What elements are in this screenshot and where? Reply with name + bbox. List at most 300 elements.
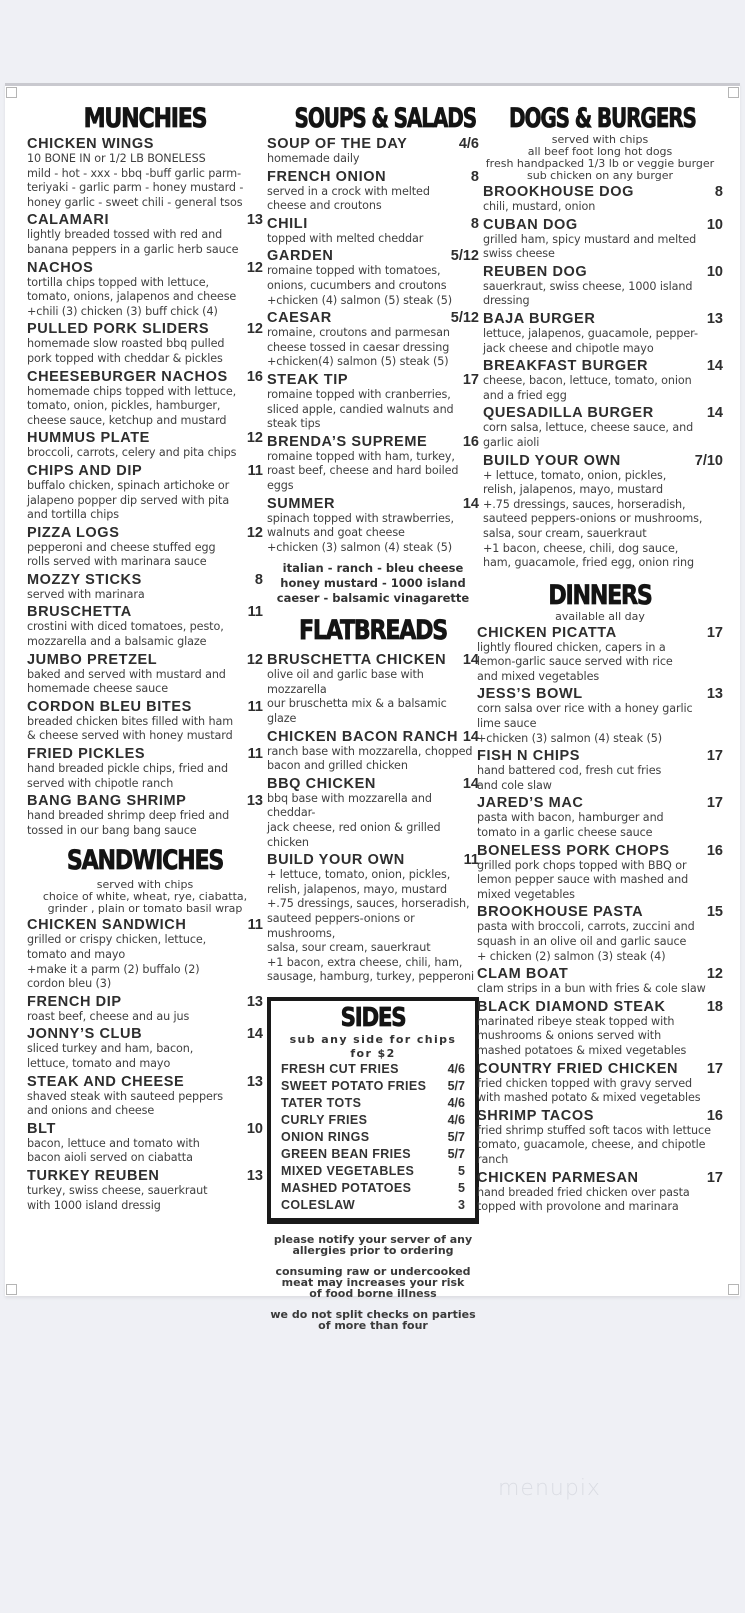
menu-item-price: 17 [706,1169,723,1186]
section-note: served with chips [551,133,649,146]
menu-item [267,729,479,774]
menu-item-description: +1 bacon, extra cheese, chili, ham, [267,955,463,969]
menu-item-description: & cheese served with honey mustard [27,729,233,743]
menu-item-name: CUBAN DOG [483,216,578,233]
side-item-name: COLESLAW [281,1197,356,1212]
side-item [281,1078,465,1095]
side-item-price: 4/6 [447,1095,465,1110]
menu-item-name: CHILI [267,215,308,232]
menu-item-description: ranch base with mozzarella, chopped [267,744,473,758]
menu-item-price: 11 [247,604,263,621]
side-item-price: 4/6 [447,1112,465,1127]
menu-item-price: 13 [246,1167,263,1184]
menu-item-description: rolls served with marinara sauce [27,555,207,569]
menu-item-description: dressing [483,294,530,308]
menu-item-name: QUESADILLA BURGER [483,405,654,422]
menu-item-name: BUILD YOUR OWN [267,852,405,869]
policy-notice-line: consuming raw or undercooked [275,1264,471,1278]
menu-item-description: +chicken (4) salmon (5) steak (5) [267,293,453,307]
menu-item-price: 13 [246,993,263,1010]
column-middle [267,104,479,1331]
menu-item-price: 12 [246,651,263,668]
side-item-name: SWEET POTATO FRIES [281,1078,427,1093]
menu-item-header [267,248,479,264]
menu-item-name: CHICKEN WINGS [27,136,155,152]
menu-item-price: 12 [246,524,263,541]
notices [267,1234,479,1331]
menu-item-description: tomato and mayo [27,948,126,961]
menu-item-description: homemade chips topped with lettuce, [27,384,237,398]
section-note: choice of white, wheat, rye, ciabatta, [42,890,248,904]
menu-item-description: marinated ribeye steak topped with [477,1014,675,1028]
menu-item-description: pasta with broccoli, carrots, zuccini and [477,920,695,934]
menu-item [267,372,479,432]
menu-item-price: 14 [462,775,479,792]
menu-item-header [477,748,723,764]
menu-item [27,699,263,744]
menu-item-description: squash in an olive oil and garlic sauce [477,935,687,948]
menu-item-description: lemon-garlic sauce served with rice [477,655,673,669]
menu-item-description: roast beef, cheese and au jus [27,1009,190,1023]
menu-item-name: CHICKEN BACON RANCH [267,728,459,745]
menu-item-price: 11 [463,852,479,869]
menu-item-description: ranch [477,1152,509,1166]
menu-item-description: fried chicken topped with gravy served [477,1076,693,1090]
menu-item-price: 11 [247,746,263,763]
section-note: served with chips [96,878,194,892]
menu-item-description: banana peppers in a garlic herb sauce [27,242,239,256]
menu-item-name: CHICKEN SANDWICH [27,917,187,934]
menu-item-name: CHIPS AND DIP [27,462,143,479]
crop-mark-top-left [6,87,17,98]
menu-item-name: PIZZA LOGS [27,524,120,541]
menu-item [27,136,263,210]
menu-item-description: turkey, swiss cheese, sauerkraut [27,1183,208,1197]
menu-item-description: garlic aioli [483,435,540,449]
menu-item-header [477,1170,723,1186]
menu-item-description: cheese tossed in caesar dressing [267,340,450,354]
menu-item-price: 7/10 [694,452,723,469]
menu-item [477,843,723,903]
menu-item-name: JESS’S BOWL [477,686,583,703]
menu-item-description: romaine, croutons and parmesan [267,326,450,340]
menu-item-description: bacon, lettuce and tomato with [27,1136,200,1150]
menu-item-description: corn salsa over rice with a honey garlic [477,702,693,716]
menu-item-description: sauteed peppers-onions or mushrooms, [267,912,415,940]
policy-notice-line: of more than four [318,1318,428,1332]
menu-item-description: sauteed peppers-onions or mushrooms, [483,512,703,526]
menu-item-price: 4/6 [458,136,479,152]
menu-item-header [483,405,723,421]
menu-item-price: 14 [706,358,723,375]
menu-item-description: jalapeno popper dip served with pita [27,493,230,507]
side-item-name: MASHED POTATOES [281,1180,412,1195]
menu-item-header [267,776,479,792]
menu-item-name: GARDEN [267,248,334,265]
menu-item-price: 8 [714,184,723,200]
menu-item [477,625,723,685]
menu-item-name: CHICKEN PICATTA [477,624,617,641]
menu-item-description: honey garlic - sweet chili - general tsos [27,195,243,209]
menu-item-description: + lettuce, tomato, onion, pickles, [483,468,667,482]
menu-item-description: +.75 dressings, sauces, horseradish, [483,497,686,511]
menu-item-description: sliced turkey and ham, bacon, [27,1042,194,1056]
side-item [281,1146,465,1163]
menu-item-name: HUMMUS PLATE [27,430,150,447]
policy-notice [267,1266,479,1299]
menu-item-description: romaine topped with ham, turkey, [267,449,455,463]
menu-item-price: 15 [706,904,723,921]
section-title-munchies: MUNCHIES [83,103,207,134]
menu-item-name: BONELESS PORK CHOPS [477,842,670,859]
menu-item-description: bbq base with mozzarella and cheddar- [267,791,432,820]
column-left [27,104,263,1213]
menu-item-description: shaved steak with sauteed peppers [27,1089,223,1103]
section-dogs-burgers [477,104,723,571]
crop-mark-top-right [728,87,739,98]
side-item-price: 5/7 [447,1129,465,1144]
menu-item-description: broccoli, carrots, celery and pita chips [27,446,237,460]
menu-item-header [267,169,479,185]
menu-item-description: cheese sauce, ketchup and mustard [27,413,227,427]
menu-item-price: 17 [706,795,723,812]
menu-item-description: buffalo chicken, spinach artichoke or [27,478,230,492]
menu-item [483,453,723,571]
side-item [281,1112,465,1129]
menu-item-description: our bruschetta mix & a balsamic glaze [267,697,447,726]
menu-item-description: swiss cheese [483,247,555,261]
menu-item-description: cheese and croutons [267,199,382,213]
menu-item-description: mixed vegetables [477,887,575,901]
soups-salads-items [267,136,479,555]
menu-item-header [267,136,479,152]
menu-item-description: grilled or crispy chicken, lettuce, [27,933,207,947]
side-item [281,1180,465,1197]
menu-item-description: tomato, onion, pickles, hamburger, [27,399,221,413]
menu-item-description: lime sauce [477,717,537,731]
menu-item-description: with mashed potato & mixed vegetables [477,1091,701,1105]
menu-item-description: homemade slow roasted bbq pulled [27,337,225,351]
menu-item-description: 10 BONE IN or 1/2 LB BONELESS [27,152,206,165]
menu-item-name: BREAKFAST BURGER [483,358,649,375]
menu-item-description: relish, jalapenos, mayo, mustard [483,483,663,497]
menu-item-description: steak tips [267,417,321,431]
menu-item-name: FRENCH ONION [267,168,387,185]
menu-item-description: sausage, hamburg, turkey, pepperoni [267,970,474,984]
menu-item-name: CALAMARI [27,212,110,229]
menu-item-description: lemon pepper sauce with mashed and [477,873,689,887]
menu-item [477,1170,723,1215]
menu-item-name: BLACK DIAMOND STEAK [477,998,666,1015]
menu-item-header [27,136,263,152]
menu-item-description: clam strips in a bun with fries & cole slaw [477,982,706,996]
menu-item [267,136,479,167]
menu-item [483,311,723,356]
menu-item-name: NACHOS [27,259,94,276]
menu-item-description: pork topped with cheddar & pickles [27,351,223,365]
menu-item-name: COUNTRY FRIED CHICKEN [477,1060,679,1077]
side-item-name: FRESH CUT FRIES [281,1061,399,1076]
menu-item-header [27,1074,263,1090]
sandwiches-items [27,917,263,1213]
menu-item-name: BLT [27,1120,56,1137]
flatbreads-items [267,652,479,985]
dressing-line: honey mustard - 1000 island [280,576,466,591]
section-note: all beef foot long hot dogs [527,145,673,158]
menu-item-header [267,434,479,450]
menu-item-description: jack cheese, red onion & grilled chicken [267,821,441,849]
menu-item-description: cordon bleu (3) [27,977,112,991]
menu-item-description: eggs [267,478,294,492]
menu-item [483,217,723,262]
menu-item-description: +chicken (3) salmon (4) steak (5) [267,540,453,554]
menu-item-price: 16 [246,368,263,385]
menu-item-description: bacon and grilled chicken [267,759,408,773]
menu-item-price: 13 [246,212,263,229]
dressing-line: caeser - balsamic vinagarette [276,591,470,606]
section-sides [267,997,479,1224]
sides-note-line: sub any side for chips [289,1032,457,1046]
menu-item-description: + chicken (2) salmon (3) steak (4) [477,949,666,963]
menu-item-header [477,1108,723,1124]
menu-item-description: mushrooms & onions served with [477,1029,662,1043]
menu-item-header [267,852,479,868]
menu-item-price: 11 [247,462,263,479]
menu-item-description: lightly breaded tossed with red and [27,228,223,242]
sandwiches-notes [27,879,263,915]
menu-item-price: 11 [247,917,263,934]
menu-item-description: +chicken (3) salmon (4) steak (5) [477,731,663,745]
side-item [281,1061,465,1078]
menu-item-price: 17 [706,624,723,641]
menu-item-header [27,572,263,588]
menu-item-price: 14 [462,728,479,745]
menu-item-description: breaded chicken bites filled with ham [27,714,234,728]
menu-item-description: +1 bacon, cheese, chili, dog sauce, [483,541,679,555]
menu-item-name: BBQ CHICKEN [267,775,376,792]
menu-item-header [27,699,263,715]
side-item-price: 5 [458,1163,465,1178]
menu-item [483,405,723,450]
menu-item-header [27,430,263,446]
menu-item-description: grilled pork chops topped with BBQ or [477,858,687,872]
side-item-name: TATER TOTS [281,1095,362,1110]
menu-item-description: lettuce, tomato and mayo [27,1056,171,1070]
menu-item [27,1074,263,1119]
menu-item-description: tomato in a garlic cheese sauce [477,826,653,840]
sides-items [281,1061,465,1214]
menu-item-header [27,1168,263,1184]
section-flatbreads [267,616,479,985]
menu-item-description: hand breaded fried chicken over pasta [477,1185,690,1199]
menu-item-name: SHRIMP TACOS [477,1107,595,1124]
side-item [281,1163,465,1180]
dogs-burgers-notes [477,134,723,182]
menu-item-name: CHEESEBURGER NACHOS [27,368,228,385]
menu-item [267,776,479,850]
policy-notice-line: please notify your server of any [273,1232,473,1246]
menu-item-name: BRUSCHETTA CHICKEN [267,652,447,669]
menu-item-price: 16 [462,433,479,450]
menu-item-description: and onions and cheese [27,1104,155,1118]
menu-item-description: hand breaded shrimp deep fried and [27,809,230,823]
menu-item-name: FRIED PICKLES [27,746,146,763]
menu-item [483,184,723,215]
menu-item-description: with 1000 island dressig [27,1198,161,1212]
menu-item [27,572,263,603]
menu-item-description: tomato, onions, jalapenos and cheese [27,290,237,304]
menu-item-price: 8 [470,215,479,232]
menu-item [267,216,479,247]
menu-item-name: CLAM BOAT [477,966,569,983]
menu-item-name: BANG BANG SHRIMP [27,793,187,810]
menu-item-header [27,604,263,620]
menu-item-header [483,358,723,374]
menu-item [483,264,723,309]
menu-item-header [477,843,723,859]
menu-item-description: served with marinara [27,587,145,601]
section-dinners [477,581,723,1215]
menu-item-description: mashed potatoes & mixed vegetables [477,1043,687,1057]
menu-item-header [267,496,479,512]
menu-item-price: 18 [706,998,723,1015]
menu-item-price: 8 [254,571,263,588]
menu-item-description: romaine topped with tomatoes, [267,264,441,278]
menu-item-description: lettuce, jalapenos, guacamole, pepper- [483,326,698,340]
menu-item-header [27,321,263,337]
menu-item-description: served with chipotle ranch [27,776,174,790]
menu-item [27,1121,263,1166]
menu-item-price: 17 [706,748,723,765]
menu-item-price: 10 [706,263,723,280]
menu-item [27,321,263,366]
menu-item-name: STEAK TIP [267,371,349,388]
menu-item-header [27,1121,263,1137]
menu-item-description: mozzarella and a balsamic glaze [27,635,207,649]
dinners-items [477,625,723,1215]
menu-item-price: 14 [462,652,479,669]
menu-item [477,966,723,997]
menu-item-header [267,729,479,745]
menu-item-price: 5/12 [450,248,479,265]
menu-item-description: grilled ham, spicy mustard and melted [483,232,697,246]
menu-item-description: tossed in our bang bang sauce [27,823,197,837]
menu-item-header [483,311,723,327]
menu-item [27,369,263,429]
section-munchies [27,104,263,838]
menu-item [477,1108,723,1168]
menu-item-name: BRUSCHETTA [27,604,132,621]
menu-item-header [483,264,723,280]
menu-item-description: jack cheese and chipotle mayo [483,341,654,355]
menu-item-description: spinach topped with strawberries, [267,511,454,525]
menu-item-name: FISH N CHIPS [477,748,581,765]
menu-item-description: +.75 dressings, sauces, horseradish, [267,897,470,911]
menu-item-header [483,184,723,200]
menu-item-description: hand battered cod, fresh cut fries [477,764,662,778]
menu-item-header [477,1061,723,1077]
menu-item [267,852,479,985]
menu-item-price: 13 [706,686,723,703]
menu-item-price: 14 [462,495,479,512]
menu-item-name: MOZZY STICKS [27,571,142,588]
menu-item [27,917,263,991]
menu-item-description: served in a crock with melted [267,184,430,198]
watermark-logo: menupix [498,1476,601,1501]
menu-item-name: PULLED PORK SLIDERS [27,321,210,338]
menu-item-header [483,453,723,469]
munchies-items [27,136,263,838]
menu-item-header [477,795,723,811]
menu-item-header [477,625,723,641]
menu-item [477,795,723,840]
menu-item-description: roast beef, cheese and hard boiled [267,464,459,478]
section-title-soups-salads: SOUPS & SALADS [294,103,477,134]
menu-item-description: corn salsa, lettuce, cheese sauce, and [483,421,694,435]
side-item [281,1129,465,1146]
sides-note [281,1033,465,1061]
menu-item-price: 12 [246,430,263,447]
menu-item-description: +chicken(4) salmon (5) steak (5) [267,355,449,369]
menu-item-description: and a fried egg [483,388,567,402]
menu-item-description: +chili (3) chicken (3) buff chick (4) [27,304,218,318]
menu-item-name: CORDON BLEU BITES [27,698,192,715]
section-title-sandwiches: SANDWICHES [66,845,224,877]
menu-item-description: + lettuce, tomato, onion, pickles, [267,868,451,882]
menu-item-header [27,746,263,762]
menu-item [27,652,263,697]
menu-item-header [27,525,263,541]
menu-item-description: ham, guacamole, fried egg, onion ring [483,556,694,570]
side-item-name: ONION RINGS [281,1129,370,1144]
menu-item-description: sliced apple, candied walnuts and [267,402,454,416]
column-right [477,104,723,1215]
menu-item-price: 13 [706,310,723,327]
menu-item-description: homemade cheese sauce [27,682,168,696]
menu-item [477,999,723,1059]
section-note: grinder , plain or tomato basil wrap [47,902,243,916]
menu-item-description: onions, cucumbers and croutons [267,278,447,292]
menu-item-description: tomato, guacamole, cheese, and chipotle [477,1138,706,1152]
menu-item-price: 17 [462,371,479,388]
menu-item-description: pepperoni and cheese stuffed egg [27,540,216,554]
section-title-dinners: DINNERS [548,579,652,611]
menu-item-header [27,652,263,668]
menu-item-description: baked and served with mustard and [27,667,226,681]
menu-item-description: topped with provolone and marinara [477,1200,679,1214]
menu-item-description: lightly floured chicken, capers in a [477,640,666,654]
menu-item [27,746,263,791]
menu-item-name: BRENDA’S SUPREME [267,433,428,450]
menu-item-description: tortilla chips topped with lettuce, [27,275,210,289]
menu-item-price: 10 [706,216,723,233]
menu-item-name: STEAK AND CHEESE [27,1073,185,1090]
menu-item-name: CAESAR [267,310,332,327]
menu-item-name: JONNY’S CLUB [27,1026,143,1043]
menu-item-description: sauerkraut, swiss cheese, 1000 island [483,279,693,293]
section-title-dogs-burgers: DOGS & BURGERS [508,103,696,134]
menu-item [267,248,479,308]
menu-item-price: 12 [706,966,723,983]
side-item-name: CURLY FRIES [281,1112,368,1127]
side-item-name: MIXED VEGETABLES [281,1163,415,1178]
menu-item [27,430,263,461]
sides-note-line: for $2 [350,1046,396,1060]
menu-item-name: REUBEN DOG [483,263,588,280]
menu-item [477,686,723,746]
menu-item-header [477,686,723,702]
menu-item-description: romaine topped with cranberries, [267,387,451,401]
